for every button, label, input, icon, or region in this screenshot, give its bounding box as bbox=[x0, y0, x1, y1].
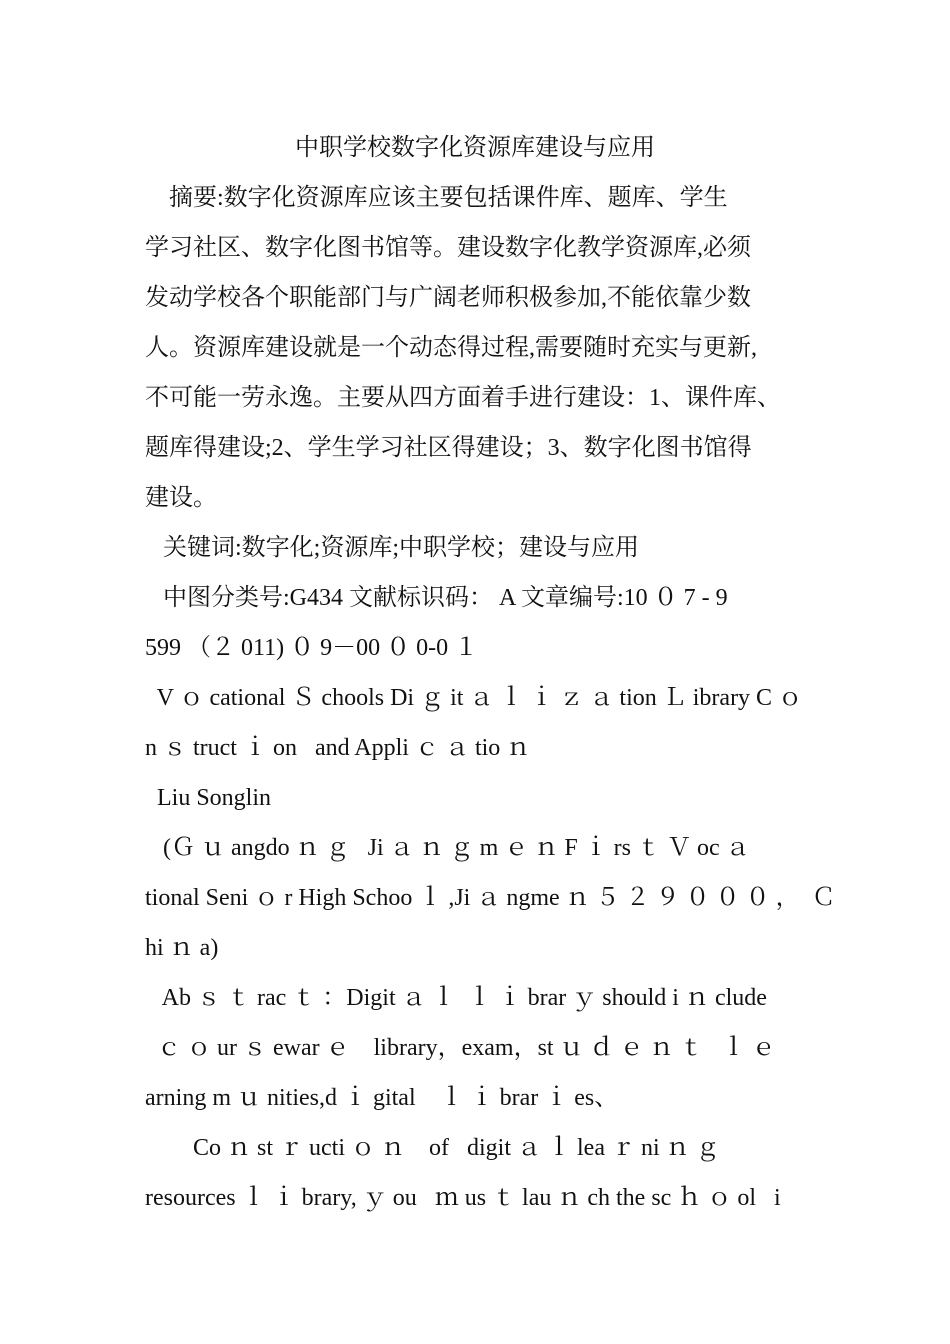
affiliation-line-2: tional Seni ｏ r High Schoo ｌ ,Ji ａ ngme ｎ ５ ２ ９ ０ ０ ０ ， Ｃ bbox=[145, 885, 836, 911]
abstract-en-line-4: Co ｎ st ｒ ucti ｏ ｎ of digit ａ ｌ lea ｒ ni ｎ ｇ bbox=[145, 1135, 720, 1161]
abstract-cn-line-4: 人。资源库建设就是一个动态得过程,需要随时充实与更新, bbox=[145, 335, 757, 361]
classification-line-2: 599 （２ 011) ０ 9－00 ０ 0-0 １ bbox=[145, 635, 479, 661]
english-title-line-1: V ｏ cational Ｓ chools Di ｇ it ａ ｌ ｉ ｚ ａ tion Ｌ ibrary C ｏ bbox=[145, 685, 803, 711]
abstract-cn-line-2: 学习社区、数字化图书馆等。建设数字化教学资源库,必须 bbox=[145, 235, 751, 261]
author-name: Liu Songlin bbox=[145, 785, 272, 811]
classification-line-1: 中图分类号:G434 文献标识码： A 文章编号:10 ０ 7 - 9 bbox=[145, 585, 728, 611]
abstract-cn-line-3: 发动学校各个职能部门与广阔老师积极参加,不能依靠少数 bbox=[145, 285, 751, 311]
abstract-en-line-1: Ab ｓ ｔ rac ｔ ：Digit ａ ｌ ｌ ｉ brar ｙ should i ｎ clude bbox=[145, 985, 767, 1011]
affiliation-line-1: (Ｇ ｕ angdo ｎ ｇ Ji ａ ｎ ｇ m ｅ ｎ F ｉ rs ｔ Ｖ oc ａ bbox=[145, 835, 750, 861]
abstract-cn-line-5: 不可能一劳永逸。主要从四方面着手进行建设：1、课件库、 bbox=[145, 385, 781, 411]
keywords-line: 关键词:数字化;资源库;中职学校；建设与应用 bbox=[145, 535, 640, 561]
abstract-cn-line-1: 摘要:数字化资源库应该主要包括课件库、题库、学生 bbox=[145, 185, 728, 211]
english-title-line-2: n ｓ truct ｉ on and Appli ｃ ａ tio ｎ bbox=[145, 735, 531, 761]
abstract-en-line-5: resources ｌ ｉ brary, ｙ ou ｍ us ｔ lau ｎ ch the sc ｈ ｏ ol i bbox=[145, 1185, 781, 1211]
abstract-en-line-3: arning m ｕ nities,d ｉ gital ｌ ｉ brar ｉ es、 bbox=[145, 1085, 619, 1111]
abstract-cn-line-7: 建设。 bbox=[145, 485, 217, 511]
document-title: 中职学校数字化资源库建设与应用 bbox=[295, 135, 655, 161]
affiliation-line-3: hi ｎ a) bbox=[145, 935, 219, 961]
abstract-cn-line-6: 题库得建设;2、学生学习社区得建设；3、数字化图书馆得 bbox=[145, 435, 752, 461]
abstract-en-line-2: ｃ ｏ ur ｓ ewar ｅ library，exam，st ｕ ｄ ｅ ｎ ｔ ｌ ｅ bbox=[145, 1035, 776, 1061]
